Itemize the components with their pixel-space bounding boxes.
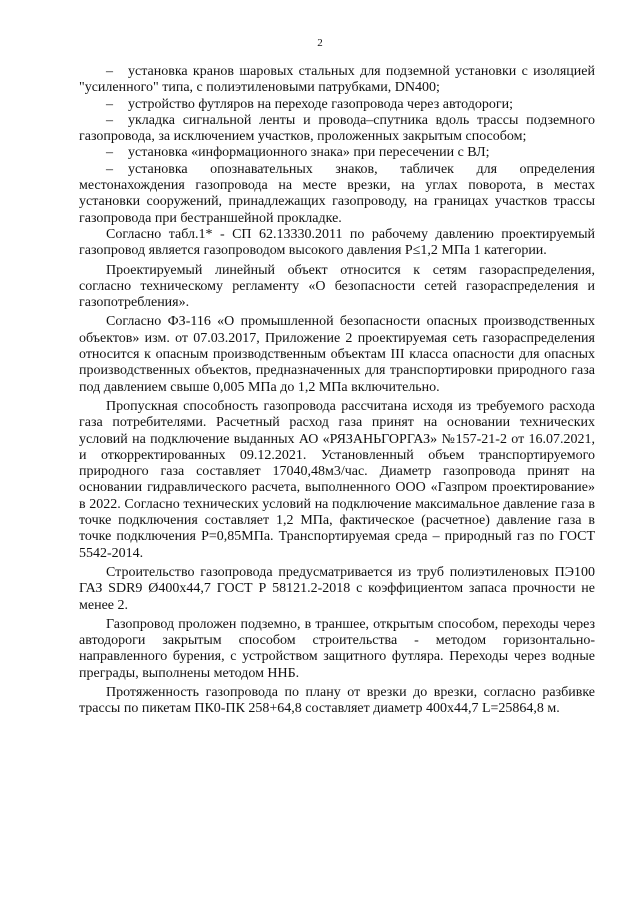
paragraph-laying-method: Газопровод проложен подземно, в траншее, открытым способом, переходы через автодороги закрытым способом строительства - методом горизонтально-направленного бурения, с устройством защитного футляра. Переходы через водные преграды, выполнены методом ННБ. (79, 616, 595, 681)
document-body (79, 64, 595, 718)
list-item-text: установка «информационного знака» при пересечении с ВЛ; (128, 145, 490, 161)
dash-marker: – (106, 112, 113, 128)
list-item (79, 64, 595, 97)
list-item (79, 145, 595, 161)
list-item-text: установка опознавательных знаков, табличек для определения местонахождения газопровода на месте врезки, на углах поворота, в местах установки сооружений, принадлежащих газопроводу, на границах участков трассы газопровода при бестраншейной прокладке. (79, 161, 595, 226)
list-item-text: устройство футляров на переходе газопровода через автодороги; (128, 96, 513, 112)
list-item (79, 97, 595, 113)
paragraph-length: Протяженность газопровода по плану от врезки до врезки, согласно разбивке трассы по пикетам ПК0-ПК 258+64,8 составляет диаметр 400х44,7 L=25864,8 м. (79, 684, 595, 717)
paragraph-network-type: Проектируемый линейный объект относится к сетям газораспределения, согласно техническому регламенту «О безопасности сетей газораспределения и газопотребления». (79, 262, 595, 311)
paragraph-pressure-category: Согласно табл.1* - СП 62.13330.2011 по рабочему давлению проектируемый газопровод является газопроводом высокого давления P≤1,2 МПа 1 категории. (79, 226, 595, 259)
paragraph-capacity: Пропускная способность газопровода рассчитана исходя из требуемого расхода газа потребителями. Расчетный расход газа принят на основании технических условий на подключение выданных АО «РЯЗАНЬГОРГАЗ» №157-21-2 от 16.07.2021, и откорректированных 09.12.2021. Установленный объем транспортируемого природного газа составляет 17040,48м3/час. Диаметр газопровода принят на основании гидравлического расчета, выполненного ООО «Газпром проектирование» в 2022. Согласно технических условий на подключение максимальное давление газа в точке подключения составляет 1,2 МПа, фактическое (расчетное) давление газа в точке подключения P=0,85МПа. Транспортируемая среда – природный газ по ГОСТ 5542-2014. (79, 398, 595, 561)
dash-marker: – (106, 64, 113, 79)
paragraph-pipe-material: Строительство газопровода предусматривается из труб полиэтиленовых ПЭ100 ГАЗ SDR9 Ø400х44,7 ГОСТ Р 58121.2-2018 с коэффициентом запаса прочности не менее 2. (79, 564, 595, 613)
paragraph-hazard-class: Согласно ФЗ-116 «О промышленной безопасности опасных производственных объектов» изм. от 07.03.2017, Приложение 2 проектируемая сеть газораспределения относится к опасным производственным объектам III класса опасности для опасных производственных объектов, предназначенных для транспортировки природного газа под давлением свыше 0,005 МПа до 1,2 МПа включительно. (79, 314, 595, 395)
list-item (79, 113, 595, 146)
page-number: 2 (317, 37, 323, 49)
dash-marker: – (106, 145, 113, 161)
list-item-text: укладка сигнальной ленты и провода–спутника вдоль трассы подземного газопровода, за исключением участков, проложенных закрытым способом; (79, 112, 595, 145)
dash-marker: – (106, 161, 113, 177)
dash-marker: – (106, 96, 113, 112)
list-item (79, 162, 595, 227)
list-item-text: установка кранов шаровых стальных для подземной установки с изоляцией "усиленного" типа, с полиэтиленовыми патрубками, DN400; (79, 64, 595, 96)
